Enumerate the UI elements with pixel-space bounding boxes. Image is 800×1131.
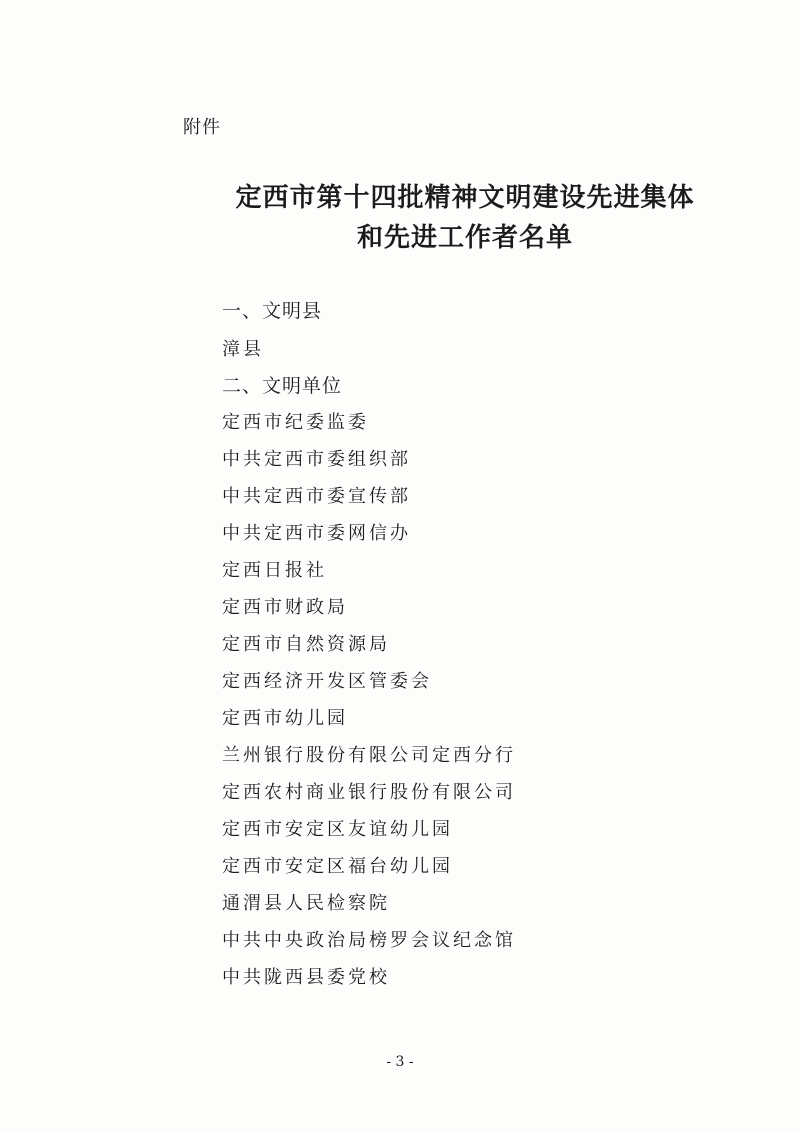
civilized-unit-list xyxy=(222,410,516,1002)
list-item: 漳县 xyxy=(222,339,264,360)
list-item: 通渭县人民检察院 xyxy=(222,893,390,914)
list-item: 定西市安定区友谊幼儿园 xyxy=(222,819,453,840)
section-heading-civilized-county: 一、文明县 xyxy=(222,300,323,322)
list-item: 中共陇西县委党校 xyxy=(222,967,390,988)
list-item: 中共定西市委宣传部 xyxy=(222,486,411,507)
section-heading-civilized-units: 二、文明单位 xyxy=(222,375,343,397)
list-item: 定西市财政局 xyxy=(222,597,348,618)
attachment-label: 附件 xyxy=(183,117,221,138)
list-item: 定西市安定区福台幼儿园 xyxy=(222,856,453,877)
list-item: 定西市幼儿园 xyxy=(222,708,348,729)
list-item: 定西日报社 xyxy=(222,560,327,581)
list-item: 定西市自然资源局 xyxy=(222,634,390,655)
list-item: 中共定西市委组织部 xyxy=(222,449,411,470)
list-item: 中共中央政治局榜罗会议纪念馆 xyxy=(222,930,516,951)
document-title-line-2: 和先进工作者名单 xyxy=(356,223,573,253)
list-item: 中共定西市委网信办 xyxy=(222,523,411,544)
list-item: 定西经济开发区管委会 xyxy=(222,671,432,692)
list-item: 定西农村商业银行股份有限公司 xyxy=(222,782,516,803)
document-title-line-1: 定西市第十四批精神文明建设先进集体 xyxy=(235,183,695,213)
page-number: - 3 - xyxy=(386,1054,414,1070)
list-item: 兰州银行股份有限公司定西分行 xyxy=(222,745,516,766)
list-item: 定西市纪委监委 xyxy=(222,412,369,433)
